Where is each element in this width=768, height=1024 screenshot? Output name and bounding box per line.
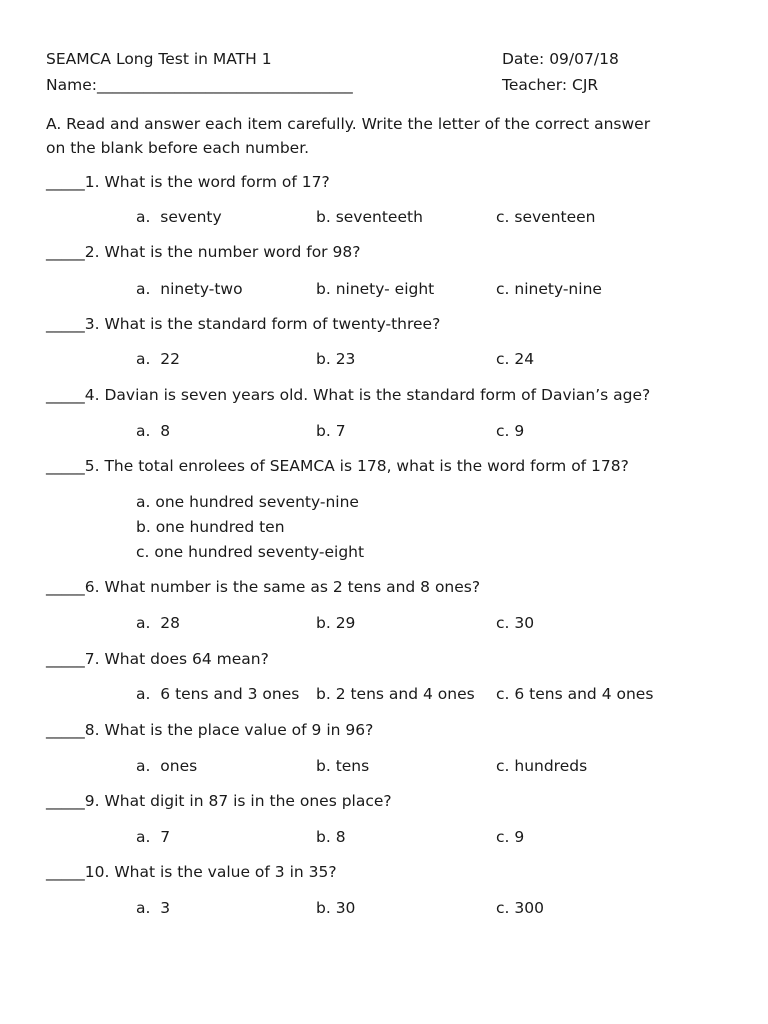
instructions-line-1: A. Read and answer each item carefully. Write the letter of the correct answer [46,115,651,133]
choice-a: a. 8 [136,422,171,440]
choice-c: c. one hundred seventy-eight [136,543,365,561]
question-6: _____6. What number is the same as 2 tens and 8 ones? [46,578,481,596]
choice-c: c. 300 [496,899,544,917]
header-row-2 [46,76,722,94]
question-7-choices [136,685,653,703]
choice-b: b. ninety- eight [316,280,435,298]
question-8: _____8. What is the place value of 9 in 96? [46,721,374,739]
choice-b: b. 8 [316,828,346,846]
question-5: _____5. The total enrolees of SEAMCA is 178, what is the word form of 178? [46,457,629,475]
question-4: _____4. Davian is seven years old. What is the standard form of Davian’s age? [46,386,651,404]
question-2: _____2. What is the number word for 98? [46,243,361,261]
choice-b: b. one hundred ten [136,518,285,536]
choice-b: b. 30 [316,899,356,917]
test-date: Date: 09/07/18 [502,50,619,68]
question-1-choices [136,208,596,226]
choice-a: a. ninety-two [136,280,243,298]
choice-a: a. 7 [136,828,171,846]
choice-a: a. 22 [136,350,181,368]
question-9-choices [136,828,524,846]
question-10-choices [136,899,544,917]
choice-c: c. seventeen [496,208,596,226]
choice-c: c. 6 tens and 4 ones [496,685,654,703]
choice-b: b. seventeeth [316,208,423,226]
question-6-choices [136,614,534,632]
choice-c: c. hundreds [496,757,588,775]
choice-c: c. ninety-nine [496,280,602,298]
choice-c: c. 9 [496,828,525,846]
choice-a: a. 3 [136,899,171,917]
choice-b: b. 23 [316,350,356,368]
question-4-choices [136,422,524,440]
question-10: _____10. What is the value of 3 in 35? [46,863,337,881]
question-1: _____1. What is the word form of 17? [46,173,330,191]
choice-a: a. 28 [136,614,181,632]
instructions [46,112,736,160]
choice-b: b. 7 [316,422,346,440]
question-2-choices [136,280,602,298]
choice-c: c. 30 [496,614,535,632]
name-line: Name:_________________________________ [46,76,353,94]
question-3-choices [136,350,534,368]
choice-c: c. 24 [496,350,535,368]
instructions-line-2: on the blank before each number. [46,139,310,157]
choice-a: a. ones [136,757,198,775]
question-7: _____7. What does 64 mean? [46,650,269,668]
teacher-label: Teacher: CJR [502,76,599,94]
choice-a: a. one hundred seventy-nine [136,493,359,511]
choice-a: a. seventy [136,208,222,226]
question-5-choices [136,490,364,565]
test-title: SEAMCA Long Test in MATH 1 [46,50,272,68]
choice-c: c. 9 [496,422,525,440]
choice-b: b. 29 [316,614,356,632]
question-9: _____9. What digit in 87 is in the ones place? [46,792,392,810]
header-row-1 [46,50,722,68]
choice-a: a. 6 tens and 3 ones [136,685,300,703]
choice-b: b. 2 tens and 4 ones [316,685,475,703]
choice-b: b. tens [316,757,370,775]
question-8-choices [136,757,587,775]
question-3: _____3. What is the standard form of twenty-three? [46,315,441,333]
